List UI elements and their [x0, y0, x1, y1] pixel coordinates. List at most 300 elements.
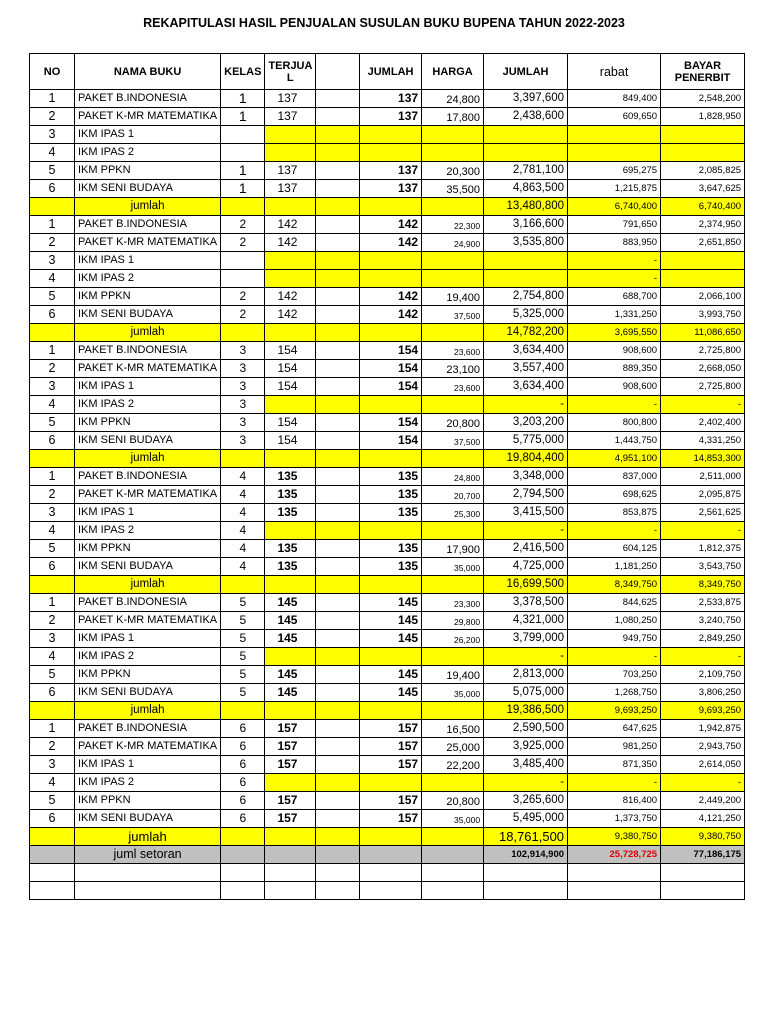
harga-cell: 19,400	[422, 288, 484, 306]
harga-cell: 23,100	[422, 360, 484, 378]
jumlah-qty-cell	[360, 126, 422, 144]
bayar-cell	[661, 144, 745, 162]
rabat-cell: 1,215,875	[568, 180, 661, 198]
rabat-cell: -	[568, 252, 661, 270]
kelas-cell: 4	[221, 540, 265, 558]
header-terjual: TERJUA L	[265, 54, 316, 90]
rabat-cell: -	[568, 396, 661, 414]
terjual-cell: 137	[265, 162, 316, 180]
row-no: 4	[30, 648, 75, 666]
kelas-cell: 4	[221, 486, 265, 504]
book-name: PAKET K-MR MATEMATIKA	[75, 738, 221, 756]
subtotal-blank	[360, 198, 422, 216]
subtotal-jumlah: 14,782,200	[484, 324, 568, 342]
jumlah-qty-cell: 154	[360, 432, 422, 450]
harga-cell: 16,500	[422, 720, 484, 738]
empty-cell	[265, 864, 316, 882]
bayar-cell: 4,121,250	[661, 810, 745, 828]
subtotal-row	[30, 828, 745, 846]
jumlah-qty-cell	[360, 774, 422, 792]
row-no: 6	[30, 558, 75, 576]
jumlah-qty-cell: 157	[360, 738, 422, 756]
table-row	[30, 558, 745, 576]
jumlah-rp-cell: 3,485,400	[484, 756, 568, 774]
table-row	[30, 180, 745, 198]
subtotal-blank	[360, 828, 422, 846]
kelas-cell: 4	[221, 522, 265, 540]
terjual-cell: 157	[265, 720, 316, 738]
book-name: PAKET K-MR MATEMATIKA	[75, 612, 221, 630]
bayar-cell: 2,085,825	[661, 162, 745, 180]
harga-cell: 17,800	[422, 108, 484, 126]
kelas-cell: 2	[221, 216, 265, 234]
blank-cell	[316, 288, 360, 306]
terjual-cell: 157	[265, 756, 316, 774]
empty-cell	[422, 882, 484, 900]
jumlah-qty-cell: 135	[360, 558, 422, 576]
kelas-cell	[221, 144, 265, 162]
table-row	[30, 414, 745, 432]
subtotal-label: jumlah	[75, 576, 221, 594]
jumlah-qty-cell: 157	[360, 756, 422, 774]
kelas-cell: 4	[221, 558, 265, 576]
table-row	[30, 666, 745, 684]
bayar-cell: -	[661, 648, 745, 666]
table-row	[30, 306, 745, 324]
terjual-cell: 137	[265, 108, 316, 126]
kelas-cell: 4	[221, 468, 265, 486]
terjual-cell	[265, 270, 316, 288]
blank-cell	[316, 594, 360, 612]
row-no: 6	[30, 684, 75, 702]
terjual-cell: 135	[265, 558, 316, 576]
book-name: PAKET B.INDONESIA	[75, 90, 221, 108]
jumlah-rp-cell: 4,863,500	[484, 180, 568, 198]
subtotal-blank	[316, 702, 360, 720]
harga-cell: 20,800	[422, 792, 484, 810]
blank-cell	[316, 360, 360, 378]
rabat-cell: 908,600	[568, 342, 661, 360]
jumlah-rp-cell: 3,925,000	[484, 738, 568, 756]
bayar-cell: 4,331,250	[661, 432, 745, 450]
book-name: IKM IPAS 2	[75, 144, 221, 162]
subtotal-blank	[316, 576, 360, 594]
subtotal-blank	[30, 450, 75, 468]
subtotal-jumlah: 16,699,500	[484, 576, 568, 594]
harga-cell: 35,000	[422, 558, 484, 576]
terjual-cell: 154	[265, 360, 316, 378]
kelas-cell: 6	[221, 774, 265, 792]
jumlah-rp-cell: 3,397,600	[484, 90, 568, 108]
jumlah-qty-cell: 145	[360, 666, 422, 684]
subtotal-rabat: 9,693,250	[568, 702, 661, 720]
book-name: IKM PPKN	[75, 666, 221, 684]
blank-cell	[316, 666, 360, 684]
book-name: PAKET K-MR MATEMATIKA	[75, 360, 221, 378]
rabat-cell: 1,080,250	[568, 612, 661, 630]
harga-cell: 20,800	[422, 414, 484, 432]
jumlah-qty-cell: 142	[360, 306, 422, 324]
jumlah-rp-cell: 2,590,500	[484, 720, 568, 738]
terjual-cell: 145	[265, 630, 316, 648]
subtotal-label: jumlah	[75, 828, 221, 846]
table-row	[30, 252, 745, 270]
bayar-cell: -	[661, 774, 745, 792]
row-no: 2	[30, 738, 75, 756]
bayar-cell: 3,806,250	[661, 684, 745, 702]
grand-total-blank	[265, 846, 316, 864]
book-name: IKM PPKN	[75, 162, 221, 180]
jumlah-rp-cell: 3,378,500	[484, 594, 568, 612]
rabat-cell: 889,350	[568, 360, 661, 378]
header-harga: HARGA	[422, 54, 484, 90]
book-name: PAKET K-MR MATEMATIKA	[75, 486, 221, 504]
blank-cell	[316, 216, 360, 234]
grand-total-label: juml setoran	[75, 846, 221, 864]
subtotal-blank	[221, 450, 265, 468]
book-name: IKM IPAS 1	[75, 630, 221, 648]
blank-cell	[316, 342, 360, 360]
jumlah-qty-cell: 157	[360, 792, 422, 810]
bayar-cell: 2,548,200	[661, 90, 745, 108]
jumlah-rp-cell: 3,348,000	[484, 468, 568, 486]
bayar-cell: 2,095,875	[661, 486, 745, 504]
harga-cell: 29,800	[422, 612, 484, 630]
jumlah-qty-cell: 135	[360, 468, 422, 486]
kelas-cell: 3	[221, 396, 265, 414]
book-name: PAKET B.INDONESIA	[75, 720, 221, 738]
table-row	[30, 756, 745, 774]
subtotal-jumlah: 18,761,500	[484, 828, 568, 846]
subtotal-blank	[360, 576, 422, 594]
row-no: 3	[30, 504, 75, 522]
terjual-cell: 154	[265, 342, 316, 360]
harga-cell	[422, 252, 484, 270]
subtotal-rabat: 9,380,750	[568, 828, 661, 846]
terjual-cell: 157	[265, 792, 316, 810]
harga-cell	[422, 396, 484, 414]
blank-cell	[316, 126, 360, 144]
jumlah-rp-cell: 3,634,400	[484, 342, 568, 360]
subtotal-blank	[30, 702, 75, 720]
bayar-cell: 2,561,625	[661, 504, 745, 522]
blank-cell	[316, 756, 360, 774]
row-no: 6	[30, 432, 75, 450]
table-body	[30, 90, 745, 900]
terjual-cell: 142	[265, 288, 316, 306]
subtotal-blank	[30, 828, 75, 846]
terjual-cell: 157	[265, 738, 316, 756]
table-row	[30, 612, 745, 630]
harga-cell: 25,300	[422, 504, 484, 522]
blank-cell	[316, 648, 360, 666]
bayar-cell: 2,511,000	[661, 468, 745, 486]
subtotal-rabat: 8,349,750	[568, 576, 661, 594]
blank-cell	[316, 144, 360, 162]
terjual-cell	[265, 396, 316, 414]
jumlah-qty-cell: 142	[360, 216, 422, 234]
harga-cell: 26,200	[422, 630, 484, 648]
row-no: 5	[30, 288, 75, 306]
grand-total-blank	[221, 846, 265, 864]
subtotal-blank	[265, 198, 316, 216]
harga-cell	[422, 270, 484, 288]
subtotal-blank	[316, 450, 360, 468]
row-no: 2	[30, 612, 75, 630]
jumlah-rp-cell: -	[484, 774, 568, 792]
rabat-cell: 844,625	[568, 594, 661, 612]
rabat-cell: 883,950	[568, 234, 661, 252]
kelas-cell: 3	[221, 432, 265, 450]
book-name: IKM IPAS 2	[75, 648, 221, 666]
harga-cell	[422, 648, 484, 666]
table-row	[30, 126, 745, 144]
rabat-cell: -	[568, 648, 661, 666]
book-name: IKM PPKN	[75, 792, 221, 810]
subtotal-bayar: 6,740,400	[661, 198, 745, 216]
subtotal-bayar: 14,853,300	[661, 450, 745, 468]
jumlah-qty-cell: 137	[360, 108, 422, 126]
rabat-cell: 800,800	[568, 414, 661, 432]
table-row	[30, 360, 745, 378]
table-row	[30, 216, 745, 234]
empty-cell	[221, 882, 265, 900]
subtotal-row	[30, 198, 745, 216]
subtotal-bayar: 9,693,250	[661, 702, 745, 720]
jumlah-qty-cell: 145	[360, 684, 422, 702]
harga-cell: 23,600	[422, 342, 484, 360]
harga-cell: 22,300	[422, 216, 484, 234]
empty-cell	[360, 864, 422, 882]
row-no: 1	[30, 90, 75, 108]
subtotal-row	[30, 324, 745, 342]
jumlah-qty-cell	[360, 144, 422, 162]
subtotal-blank	[265, 324, 316, 342]
kelas-cell: 5	[221, 630, 265, 648]
empty-row	[30, 864, 745, 882]
empty-cell	[316, 882, 360, 900]
row-no: 3	[30, 630, 75, 648]
kelas-cell	[221, 270, 265, 288]
subtotal-rabat: 3,695,550	[568, 324, 661, 342]
rabat-cell: 1,331,250	[568, 306, 661, 324]
empty-cell	[661, 864, 745, 882]
rabat-cell: 695,275	[568, 162, 661, 180]
harga-cell: 23,300	[422, 594, 484, 612]
kelas-cell: 3	[221, 378, 265, 396]
kelas-cell: 5	[221, 594, 265, 612]
book-name: IKM IPAS 2	[75, 270, 221, 288]
rabat-cell: 871,350	[568, 756, 661, 774]
book-name: IKM IPAS 2	[75, 774, 221, 792]
bayar-cell: 1,828,950	[661, 108, 745, 126]
row-no: 6	[30, 180, 75, 198]
jumlah-rp-cell: 3,166,600	[484, 216, 568, 234]
book-name: IKM IPAS 2	[75, 522, 221, 540]
rabat-cell: 1,373,750	[568, 810, 661, 828]
book-name: PAKET K-MR MATEMATIKA	[75, 234, 221, 252]
jumlah-rp-cell: -	[484, 648, 568, 666]
subtotal-blank	[30, 576, 75, 594]
terjual-cell: 135	[265, 468, 316, 486]
terjual-cell	[265, 144, 316, 162]
subtotal-blank	[265, 450, 316, 468]
subtotal-bayar: 11,086,650	[661, 324, 745, 342]
empty-cell	[360, 882, 422, 900]
grand-total-bayar: 77,186,175	[661, 846, 745, 864]
harga-cell: 20,700	[422, 486, 484, 504]
subtotal-label: jumlah	[75, 450, 221, 468]
blank-cell	[316, 522, 360, 540]
empty-cell	[221, 864, 265, 882]
rabat-cell: 791,650	[568, 216, 661, 234]
blank-cell	[316, 90, 360, 108]
kelas-cell: 6	[221, 720, 265, 738]
harga-cell: 37,500	[422, 306, 484, 324]
kelas-cell: 1	[221, 90, 265, 108]
kelas-cell: 1	[221, 162, 265, 180]
row-no: 1	[30, 594, 75, 612]
kelas-cell: 3	[221, 342, 265, 360]
jumlah-qty-cell: 137	[360, 90, 422, 108]
bayar-cell: 1,812,375	[661, 540, 745, 558]
jumlah-rp-cell	[484, 144, 568, 162]
subtotal-row	[30, 702, 745, 720]
book-name: IKM SENI BUDAYA	[75, 558, 221, 576]
terjual-cell: 137	[265, 180, 316, 198]
grand-total-blank	[360, 846, 422, 864]
terjual-cell: 142	[265, 234, 316, 252]
book-name: IKM SENI BUDAYA	[75, 180, 221, 198]
harga-cell	[422, 126, 484, 144]
empty-cell	[316, 864, 360, 882]
jumlah-qty-cell: 142	[360, 234, 422, 252]
rabat-cell: 688,700	[568, 288, 661, 306]
empty-row	[30, 882, 745, 900]
row-no: 1	[30, 720, 75, 738]
terjual-cell: 145	[265, 612, 316, 630]
blank-cell	[316, 612, 360, 630]
table-row	[30, 648, 745, 666]
jumlah-qty-cell: 154	[360, 342, 422, 360]
subtotal-blank	[221, 198, 265, 216]
empty-cell	[265, 882, 316, 900]
jumlah-rp-cell: -	[484, 396, 568, 414]
terjual-cell: 135	[265, 540, 316, 558]
book-name: IKM IPAS 1	[75, 504, 221, 522]
subtotal-rabat: 6,740,400	[568, 198, 661, 216]
harga-cell: 17,900	[422, 540, 484, 558]
bayar-cell	[661, 270, 745, 288]
blank-cell	[316, 378, 360, 396]
blank-cell	[316, 486, 360, 504]
jumlah-rp-cell: 3,557,400	[484, 360, 568, 378]
grand-total-blank	[422, 846, 484, 864]
terjual-cell: 154	[265, 378, 316, 396]
book-name: IKM PPKN	[75, 288, 221, 306]
bayar-cell: 2,533,875	[661, 594, 745, 612]
header-row	[30, 54, 745, 90]
jumlah-rp-cell: 2,794,500	[484, 486, 568, 504]
subtotal-blank	[221, 324, 265, 342]
terjual-cell	[265, 252, 316, 270]
table-row	[30, 630, 745, 648]
grand-total-row	[30, 846, 745, 864]
subtotal-label: jumlah	[75, 702, 221, 720]
rabat-cell: 609,650	[568, 108, 661, 126]
harga-cell: 24,900	[422, 234, 484, 252]
table-row	[30, 108, 745, 126]
blank-cell	[316, 432, 360, 450]
subtotal-jumlah: 13,480,800	[484, 198, 568, 216]
bayar-cell: 2,725,800	[661, 342, 745, 360]
bayar-cell: 3,543,750	[661, 558, 745, 576]
blank-cell	[316, 558, 360, 576]
subtotal-row	[30, 450, 745, 468]
grand-total-blank	[30, 846, 75, 864]
kelas-cell: 2	[221, 288, 265, 306]
harga-cell: 23,600	[422, 378, 484, 396]
blank-cell	[316, 504, 360, 522]
blank-cell	[316, 396, 360, 414]
subtotal-blank	[265, 576, 316, 594]
harga-cell: 25,000	[422, 738, 484, 756]
table-row	[30, 738, 745, 756]
jumlah-qty-cell: 157	[360, 810, 422, 828]
kelas-cell: 1	[221, 180, 265, 198]
terjual-cell	[265, 126, 316, 144]
jumlah-rp-cell: 5,325,000	[484, 306, 568, 324]
jumlah-qty-cell: 137	[360, 180, 422, 198]
harga-cell: 37,500	[422, 432, 484, 450]
book-name: IKM IPAS 1	[75, 126, 221, 144]
bayar-cell: 3,240,750	[661, 612, 745, 630]
row-no: 2	[30, 360, 75, 378]
terjual-cell: 137	[265, 90, 316, 108]
blank-cell	[316, 684, 360, 702]
row-no: 2	[30, 486, 75, 504]
row-no: 5	[30, 666, 75, 684]
terjual-cell: 145	[265, 684, 316, 702]
blank-cell	[316, 810, 360, 828]
book-name: PAKET B.INDONESIA	[75, 594, 221, 612]
book-name: PAKET B.INDONESIA	[75, 468, 221, 486]
subtotal-label: jumlah	[75, 198, 221, 216]
rabat-cell: 981,250	[568, 738, 661, 756]
empty-cell	[30, 864, 75, 882]
empty-cell	[75, 882, 221, 900]
jumlah-qty-cell	[360, 270, 422, 288]
blank-cell	[316, 738, 360, 756]
book-name: PAKET K-MR MATEMATIKA	[75, 108, 221, 126]
rabat-cell: 1,268,750	[568, 684, 661, 702]
subtotal-blank	[221, 576, 265, 594]
table-row	[30, 144, 745, 162]
blank-cell	[316, 108, 360, 126]
bayar-cell: 3,993,750	[661, 306, 745, 324]
kelas-cell	[221, 126, 265, 144]
rabat-cell: -	[568, 522, 661, 540]
row-no: 4	[30, 144, 75, 162]
empty-cell	[484, 864, 568, 882]
terjual-cell	[265, 648, 316, 666]
row-no: 4	[30, 774, 75, 792]
blank-cell	[316, 162, 360, 180]
subtotal-blank	[265, 828, 316, 846]
table-row	[30, 720, 745, 738]
jumlah-qty-cell: 154	[360, 378, 422, 396]
jumlah-rp-cell: 4,321,000	[484, 612, 568, 630]
